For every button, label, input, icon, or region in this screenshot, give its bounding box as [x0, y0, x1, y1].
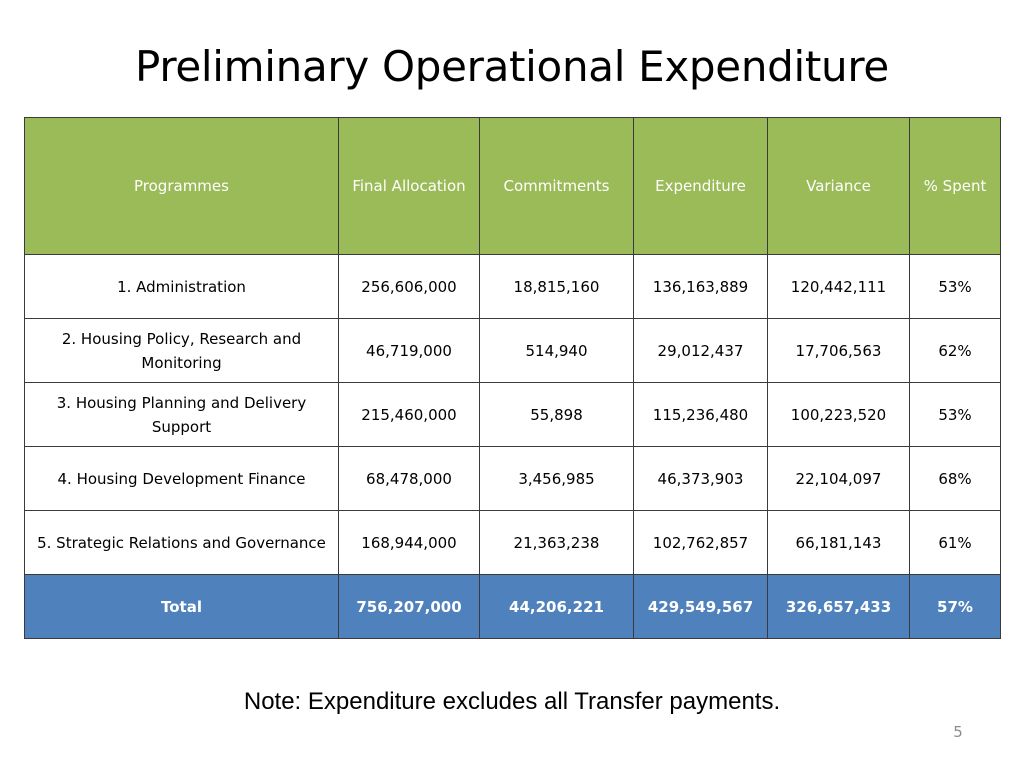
- table-row: [25, 447, 1001, 511]
- variance-cell: 100,223,520: [768, 383, 910, 447]
- expenditure-cell: 46,373,903: [634, 447, 768, 511]
- table-row: [25, 255, 1001, 319]
- header-commitments: Commitments: [480, 118, 634, 255]
- variance-cell: 120,442,111: [768, 255, 910, 319]
- final-allocation-cell: 68,478,000: [339, 447, 480, 511]
- commitments-cell: 21,363,238: [480, 511, 634, 575]
- programme-cell: 5. Strategic Relations and Governance: [25, 511, 339, 575]
- variance-cell: 17,706,563: [768, 319, 910, 383]
- footnote: Note: Expenditure excludes all Transfer payments.: [243, 688, 781, 715]
- total-label: Total: [25, 575, 339, 639]
- total-variance: 326,657,433: [768, 575, 910, 639]
- table-total-row: [25, 575, 1001, 639]
- table-row: [25, 383, 1001, 447]
- expenditure-cell: 115,236,480: [634, 383, 768, 447]
- final-allocation-cell: 168,944,000: [339, 511, 480, 575]
- pct-spent-cell: 53%: [910, 383, 1001, 447]
- pct-spent-cell: 62%: [910, 319, 1001, 383]
- programme-cell: 3. Housing Planning and Delivery Support: [25, 383, 339, 447]
- expenditure-table: [24, 117, 1001, 639]
- commitments-cell: 18,815,160: [480, 255, 634, 319]
- commitments-cell: 514,940: [480, 319, 634, 383]
- final-allocation-cell: 256,606,000: [339, 255, 480, 319]
- expenditure-cell: 102,762,857: [634, 511, 768, 575]
- slide-number: 5: [953, 723, 963, 741]
- table-row: [25, 319, 1001, 383]
- expenditure-cell: 29,012,437: [634, 319, 768, 383]
- commitments-cell: 55,898: [480, 383, 634, 447]
- table-row: [25, 511, 1001, 575]
- total-final-allocation: 756,207,000: [339, 575, 480, 639]
- page-title: Preliminary Operational Expenditure: [135, 42, 889, 91]
- commitments-cell: 3,456,985: [480, 447, 634, 511]
- header-expenditure: Expenditure: [634, 118, 768, 255]
- header-programmes: Programmes: [25, 118, 339, 255]
- pct-spent-cell: 53%: [910, 255, 1001, 319]
- programme-cell: 1. Administration: [25, 255, 339, 319]
- total-expenditure: 429,549,567: [634, 575, 768, 639]
- table-header-row: [25, 118, 1001, 255]
- final-allocation-cell: 46,719,000: [339, 319, 480, 383]
- final-allocation-cell: 215,460,000: [339, 383, 480, 447]
- header-pct-spent: % Spent: [910, 118, 1001, 255]
- programme-cell: 4. Housing Development Finance: [25, 447, 339, 511]
- header-final-allocation: Final Allocation: [339, 118, 480, 255]
- pct-spent-cell: 61%: [910, 511, 1001, 575]
- variance-cell: 66,181,143: [768, 511, 910, 575]
- total-pct-spent: 57%: [910, 575, 1001, 639]
- variance-cell: 22,104,097: [768, 447, 910, 511]
- programme-cell: 2. Housing Policy, Research and Monitoring: [25, 319, 339, 383]
- total-commitments: 44,206,221: [480, 575, 634, 639]
- pct-spent-cell: 68%: [910, 447, 1001, 511]
- expenditure-cell: 136,163,889: [634, 255, 768, 319]
- header-variance: Variance: [768, 118, 910, 255]
